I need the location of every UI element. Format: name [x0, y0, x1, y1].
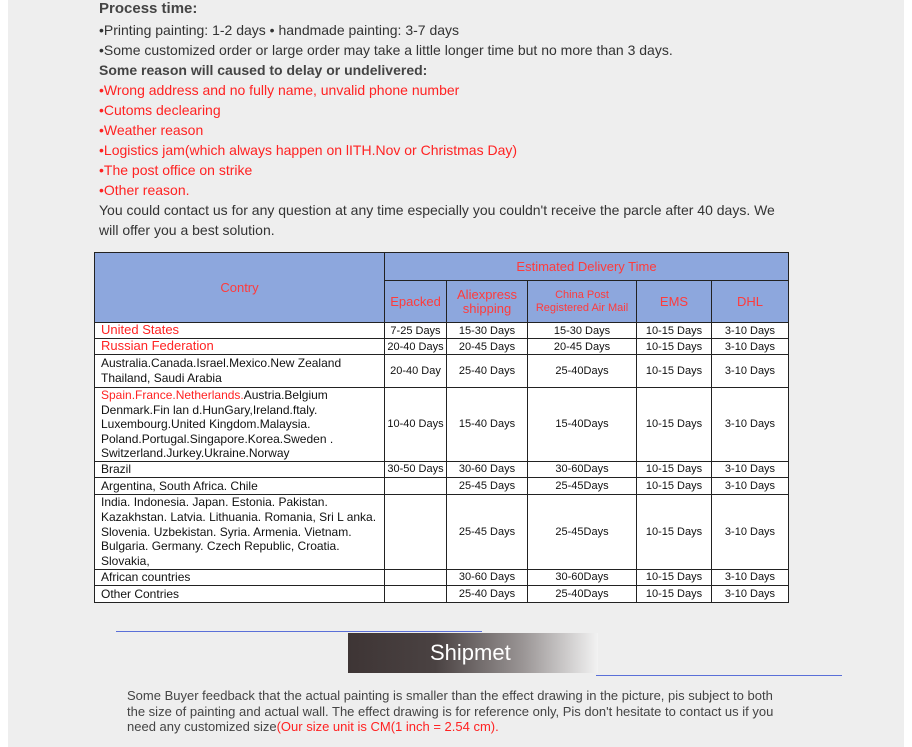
ems-cell: 10-15 Days: [637, 355, 712, 388]
aliexpress-cell: 15-30 Days: [447, 323, 528, 339]
dhl-cell: 3-10 Days: [712, 494, 789, 569]
epacked-cell: 10-40 Days: [385, 388, 447, 462]
dhl-cell: 3-10 Days: [712, 585, 789, 602]
ems-cell: 10-15 Days: [637, 494, 712, 569]
aliexpress-cell: 25-45 Days: [447, 477, 528, 494]
delay-reason-1: •Wrong address and no fully name, unvalid phone number: [99, 82, 460, 98]
china-post-cell: 25-45Days: [528, 494, 637, 569]
china-post-cell: 25-40Days: [528, 355, 637, 388]
epacked-cell: [385, 494, 447, 569]
country-cell: Australia.Canada.Israel.Mexico.New Zealand Thailand, Saudi Arabia: [95, 355, 385, 388]
country-cell: India. Indonesia. Japan. Estonia. Pakistan. Kazakhstan. Latvia. Lithuania. Romania, Sri L anka. Slovenia. Uzbekistan. Syria. Armenia. Vietnam. Bulgaria. Germany. Czech Republic, Croatia. Slovakia,: [95, 494, 385, 569]
country-cell: Argentina, South Africa. Chile: [95, 477, 385, 494]
col-aliexpress: Aliexpress shipping: [447, 281, 528, 323]
ems-cell: 10-15 Days: [637, 585, 712, 602]
country-cell: Russian Federation: [95, 339, 385, 355]
china-post-cell: 25-40Days: [528, 585, 637, 602]
table-row: [95, 388, 789, 462]
aliexpress-cell: 25-45 Days: [447, 494, 528, 569]
size-feedback-note: [127, 688, 787, 735]
ems-cell: 10-15 Days: [637, 477, 712, 494]
country-cell-rest: Austria.Belgium Denmark.Fin lan d.HunGary,Ireland.ftaly. Luxembourg.United Kingdom.Malaysia. Poland.Portugal.Singapore.Korea.Sweden . Switzerland.Jurkey.Ukraine.Norway: [101, 388, 334, 461]
size-unit-note: (Our size unit is CM(1 inch = 2.54 cm).: [276, 719, 499, 734]
col-epacked: Epacked: [385, 281, 447, 323]
dhl-cell: 3-10 Days: [712, 461, 789, 477]
process-time-heading: Process time:: [99, 0, 198, 17]
ems-cell: 10-15 Days: [637, 461, 712, 477]
process-line-2: •Some customized order or large order may take a little longer time but no more than 3 days.: [99, 42, 673, 58]
dhl-cell: 3-10 Days: [712, 355, 789, 388]
china-post-cell: 20-45 Days: [528, 339, 637, 355]
china-post-cell: 15-40Days: [528, 388, 637, 462]
aliexpress-cell: 30-60 Days: [447, 461, 528, 477]
col-china-post: China Post Registered Air Mail: [528, 281, 637, 323]
divider-line-right: [596, 675, 842, 676]
delay-reason-6: •Other reason.: [99, 182, 190, 198]
col-ems: EMS: [637, 281, 712, 323]
table-row: [95, 323, 789, 339]
china-post-cell: 15-30 Days: [528, 323, 637, 339]
ems-cell: 10-15 Days: [637, 569, 712, 585]
country-cell: Other Contries: [95, 585, 385, 602]
ems-cell: 10-15 Days: [637, 388, 712, 462]
estimated-delivery-header: Estimated Delivery Time: [385, 253, 789, 281]
epacked-cell: 20-40 Days: [385, 339, 447, 355]
process-line-1: •Printing painting: 1-2 days • handmade painting: 3-7 days: [99, 22, 460, 38]
country-cell: United States: [95, 323, 385, 339]
delay-reason-3: •Weather reason: [99, 122, 204, 138]
country-cell: African countries: [95, 569, 385, 585]
aliexpress-cell: 25-40 Days: [447, 585, 528, 602]
aliexpress-cell: 25-40 Days: [447, 355, 528, 388]
china-post-cell: 30-60Days: [528, 461, 637, 477]
epacked-cell: [385, 585, 447, 602]
delay-heading: Some reason will caused to delay or undelivered:: [99, 62, 428, 78]
epacked-cell: 7-25 Days: [385, 323, 447, 339]
delivery-time-table: [94, 252, 789, 603]
delay-reason-5: •The post office on strike: [99, 162, 253, 178]
aliexpress-cell: 30-60 Days: [447, 569, 528, 585]
country-cell: Brazil: [95, 461, 385, 477]
dhl-cell: 3-10 Days: [712, 339, 789, 355]
china-post-cell: 25-45Days: [528, 477, 637, 494]
table-row: [95, 477, 789, 494]
feedback-text: Some Buyer feedback that the actual painting is smaller than the effect drawing in the picture, pis subject to both the size of painting and actual wall. The effect drawing is for reference only, Pis don't hesitate to contact us if you need any customized size: [127, 688, 774, 734]
shipment-banner: Shipmet: [348, 633, 598, 673]
delay-reason-4: •Logistics jam(which always happen on lITH.Nov or Christmas Day): [99, 142, 518, 158]
table-row: [95, 494, 789, 569]
contact-paragraph: You could contact us for any question at any time especially you couldn't receive the parcle after 40 days. We will offer you a best solution.: [99, 202, 775, 238]
table-row: [95, 339, 789, 355]
divider-line-left: [116, 631, 482, 632]
epacked-cell: 30-50 Days: [385, 461, 447, 477]
col-dhl: DHL: [712, 281, 789, 323]
table-row: [95, 585, 789, 602]
epacked-cell: [385, 477, 447, 494]
table-row: [95, 461, 789, 477]
table-row: [95, 355, 789, 388]
dhl-cell: 3-10 Days: [712, 388, 789, 462]
table-row: [95, 569, 789, 585]
country-header: Contry: [95, 253, 385, 323]
epacked-cell: 20-40 Day: [385, 355, 447, 388]
aliexpress-cell: 15-40 Days: [447, 388, 528, 462]
dhl-cell: 3-10 Days: [712, 569, 789, 585]
china-post-cell: 30-60Days: [528, 569, 637, 585]
ems-cell: 10-15 Days: [637, 323, 712, 339]
ems-cell: 10-15 Days: [637, 339, 712, 355]
dhl-cell: 3-10 Days: [712, 477, 789, 494]
aliexpress-cell: 20-45 Days: [447, 339, 528, 355]
country-cell: [95, 388, 385, 462]
delay-reason-2: •Cutoms declearing: [99, 102, 221, 118]
dhl-cell: 3-10 Days: [712, 323, 789, 339]
country-cell-highlight: Spain.France.Netherlands.: [101, 388, 244, 402]
epacked-cell: [385, 569, 447, 585]
